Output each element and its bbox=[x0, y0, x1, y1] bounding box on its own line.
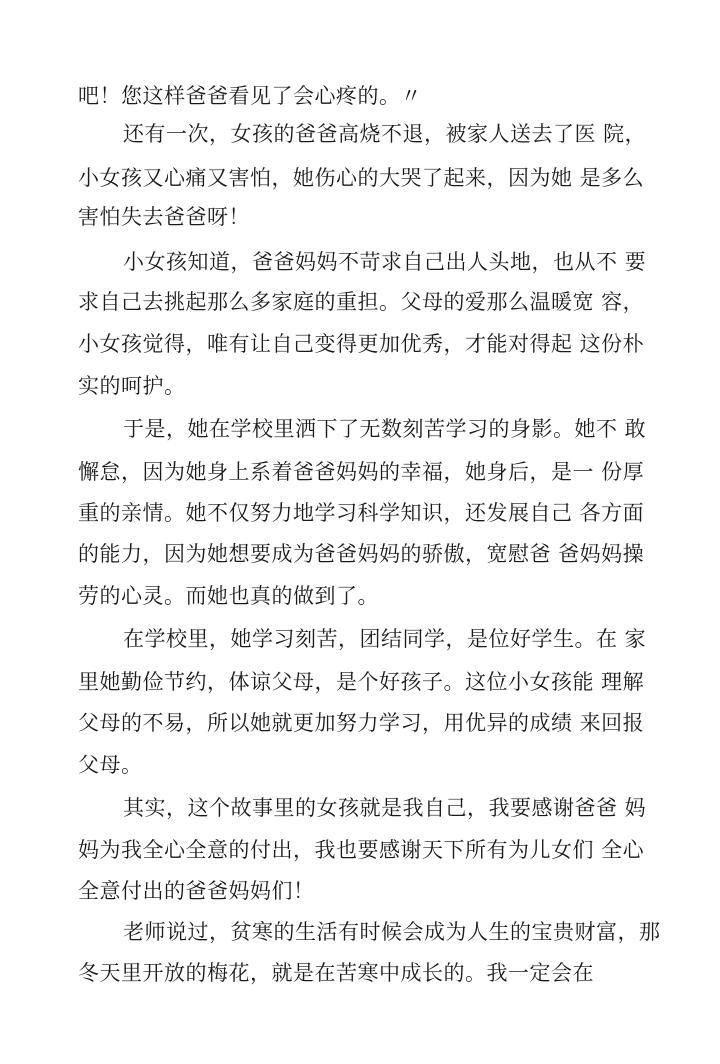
paragraph-6-line-1: 其实，这个故事里的女孩就是我自己，我要感谢爸爸 妈 bbox=[123, 796, 647, 820]
paragraph-4-line-3: 重的亲情。她不仅努力地学习科学知识，还发展自己 各方面 bbox=[78, 501, 645, 525]
paragraph-7-line-2: 冬天里开放的梅花，就是在苦寒中成长的。我一定会在 bbox=[78, 961, 594, 985]
paragraph-5-line-2: 里她勤俭节约，体谅父母，是个好孩子。这位小女孩能 理解 bbox=[78, 670, 645, 694]
paragraph-5-line-4: 父母。 bbox=[78, 753, 143, 777]
paragraph-3-line-1: 小女孩知道，爸爸妈妈不苛求自己出人头地，也从不 要 bbox=[123, 250, 647, 274]
paragraph-4-line-5: 劳的心灵。而她也真的做到了。 bbox=[78, 584, 379, 608]
paragraph-4-line-4: 的能力，因为她想要成为爸爸妈妈的骄傲，宽慰爸 爸妈妈操 bbox=[78, 542, 645, 566]
paragraph-4-line-1: 于是，她在学校里洒下了无数刻苦学习的身影。她不 敢 bbox=[123, 417, 647, 441]
paragraph-1-line-1: 吧！您这样爸爸看见了会心疼的。〃 bbox=[78, 84, 422, 108]
paragraph-7-line-1: 老师说过，贫寒的生活有时候会成为人生的宝贵财富，那 bbox=[123, 920, 661, 944]
paragraph-2-line-2: 小女孩又心痛又害怕，她伤心的大哭了起来，因为她 是多么 bbox=[78, 166, 645, 190]
paragraph-3-line-2: 求自己去挑起那么多家庭的重担。父母的爱那么温暖宽 容， bbox=[78, 290, 645, 314]
paragraph-5-line-1: 在学校里，她学习刻苦，团结同学，是位好学生。在 家 bbox=[123, 627, 647, 651]
paragraph-3-line-3: 小女孩觉得，唯有让自己变得更加优秀，才能对得起 这份朴 bbox=[78, 332, 645, 356]
paragraph-5-line-3: 父母的不易，所以她就更加努力学习，用优异的成绩 来回报 bbox=[78, 711, 645, 735]
paragraph-6-line-3: 全意付出的爸爸妈妈们！ bbox=[78, 879, 315, 903]
paragraph-2-line-3: 害怕失去爸爸呀！ bbox=[78, 205, 250, 229]
paragraph-4-line-2: 懈怠，因为她身上系着爸爸妈妈的幸福，她身后，是一 份厚 bbox=[78, 460, 645, 484]
paragraph-6-line-2: 妈为我全心全意的付出，我也要感谢天下所有为儿女们 全心 bbox=[78, 838, 645, 862]
paragraph-2-line-1: 还有一次，女孩的爸爸高烧不退，被家人送去了医 院， bbox=[123, 122, 647, 146]
paragraph-3-line-4: 实的呵护。 bbox=[78, 374, 186, 398]
